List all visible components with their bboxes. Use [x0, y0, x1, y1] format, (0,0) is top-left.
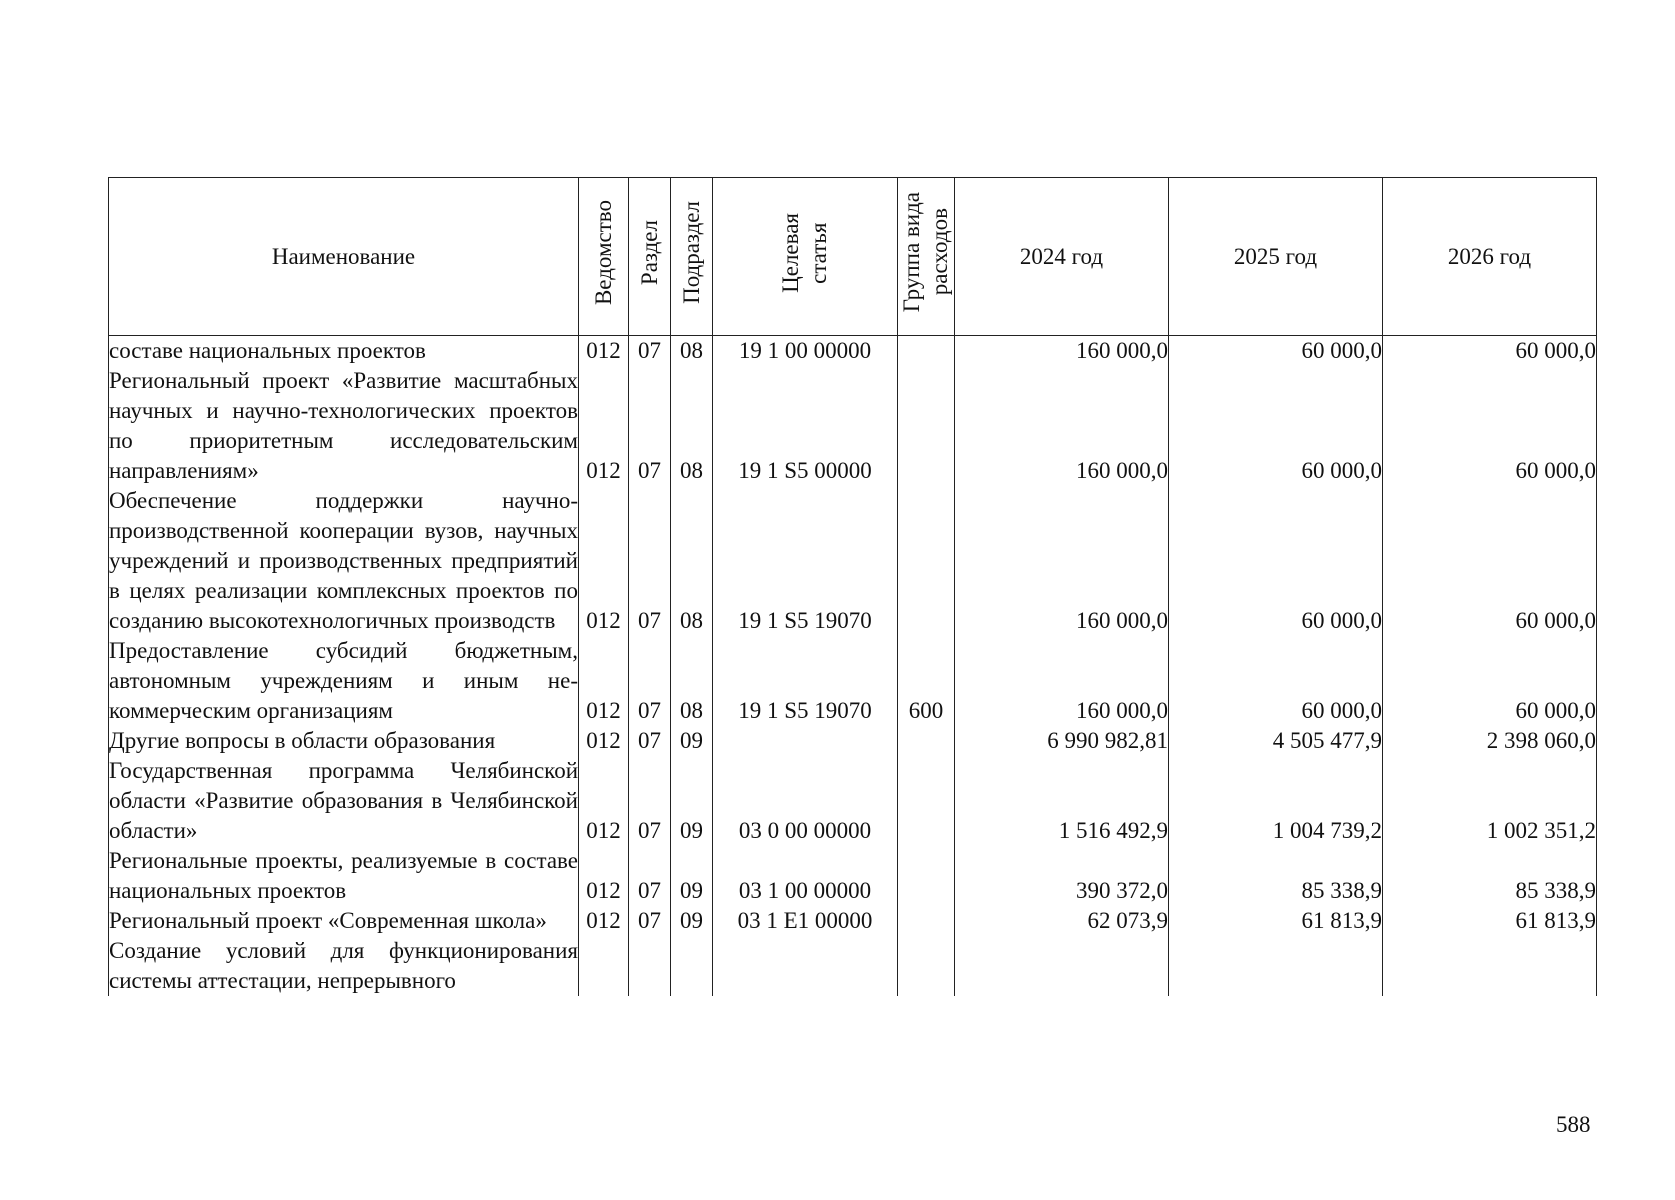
- table-row: [109, 636, 1597, 726]
- row-vedomstvo: 012: [579, 336, 629, 367]
- row-vedomstvo: 012: [579, 366, 629, 486]
- row-podrazdel: 09: [671, 906, 713, 936]
- row-2025: 60 000,0: [1169, 336, 1383, 367]
- row-razdel: 07: [629, 486, 671, 636]
- row-name: Региональный проект «Современная школа»: [109, 906, 579, 936]
- row-vedomstvo: [579, 936, 629, 996]
- header-name: Наименование: [109, 178, 579, 336]
- row-2026: 60 000,0: [1383, 486, 1597, 636]
- header-razdel: Раздел: [629, 178, 671, 336]
- row-celevaya-statya: [713, 936, 898, 996]
- row-celevaya-statya: [713, 726, 898, 756]
- row-gruppa: [898, 906, 955, 936]
- row-vedomstvo: 012: [579, 486, 629, 636]
- row-2024: 1 516 492,9: [955, 756, 1169, 846]
- row-name: составе национальных проектов: [109, 336, 579, 367]
- row-celevaya-statya: 19 1 00 00000: [713, 336, 898, 367]
- page-number: 588: [1556, 1112, 1591, 1137]
- row-2026: 1 002 351,2: [1383, 756, 1597, 846]
- row-razdel: [629, 936, 671, 996]
- row-vedomstvo: 012: [579, 726, 629, 756]
- row-celevaya-statya: 03 1 00 00000: [713, 846, 898, 906]
- row-2024: 160 000,0: [955, 336, 1169, 367]
- row-2026: [1383, 936, 1597, 996]
- row-2025: 60 000,0: [1169, 366, 1383, 486]
- row-2024: 160 000,0: [955, 636, 1169, 726]
- table-row: [109, 726, 1597, 756]
- row-name: Региональные проекты, реализуемые в составе национальных проектов: [109, 846, 579, 906]
- table-row: [109, 756, 1597, 846]
- row-podrazdel: [671, 936, 713, 996]
- row-podrazdel: 08: [671, 336, 713, 367]
- row-2026: 60 000,0: [1383, 636, 1597, 726]
- table-body: [109, 336, 1597, 997]
- table-row: [109, 906, 1597, 936]
- header-gruppa-vida-rashodov: Группа вида расходов: [898, 178, 955, 336]
- row-celevaya-statya: 19 1 S5 19070: [713, 636, 898, 726]
- row-2026: 2 398 060,0: [1383, 726, 1597, 756]
- row-name: Другие вопросы в области образования: [109, 726, 579, 756]
- row-2025: 60 000,0: [1169, 486, 1383, 636]
- row-razdel: 07: [629, 636, 671, 726]
- row-celevaya-statya: 19 1 S5 00000: [713, 366, 898, 486]
- row-podrazdel: 08: [671, 486, 713, 636]
- header-year-2026: 2026 год: [1383, 178, 1597, 336]
- row-2025: 60 000,0: [1169, 636, 1383, 726]
- row-gruppa: [898, 756, 955, 846]
- row-2026: 85 338,9: [1383, 846, 1597, 906]
- row-2024: 62 073,9: [955, 906, 1169, 936]
- row-gruppa: [898, 366, 955, 486]
- row-2026: 61 813,9: [1383, 906, 1597, 936]
- row-gruppa: [898, 726, 955, 756]
- row-razdel: 07: [629, 726, 671, 756]
- row-2025: [1169, 936, 1383, 996]
- table-row: [109, 936, 1597, 996]
- header-podrazdel: Подраздел: [671, 178, 713, 336]
- row-2025: 4 505 477,9: [1169, 726, 1383, 756]
- row-celevaya-statya: 03 0 00 00000: [713, 756, 898, 846]
- row-vedomstvo: 012: [579, 906, 629, 936]
- row-name: Предоставление субсидий бюджетным, автономным учреждениям и иным некоммерческим организациям: [109, 636, 579, 726]
- table-row: [109, 486, 1597, 636]
- row-razdel: 07: [629, 906, 671, 936]
- row-2024: [955, 936, 1169, 996]
- row-razdel: 07: [629, 366, 671, 486]
- row-podrazdel: 09: [671, 756, 713, 846]
- row-podrazdel: 08: [671, 366, 713, 486]
- table-row: [109, 336, 1597, 367]
- table-header: [109, 178, 1597, 336]
- row-2024: 160 000,0: [955, 366, 1169, 486]
- row-vedomstvo: 012: [579, 846, 629, 906]
- row-razdel: 07: [629, 336, 671, 367]
- row-2025: 61 813,9: [1169, 906, 1383, 936]
- row-name: Создание условий для функционирования системы аттестации, непрерывного: [109, 936, 579, 996]
- row-2024: 160 000,0: [955, 486, 1169, 636]
- row-gruppa: [898, 336, 955, 367]
- row-celevaya-statya: 19 1 S5 19070: [713, 486, 898, 636]
- row-podrazdel: 08: [671, 636, 713, 726]
- budget-table-page: [108, 177, 1596, 996]
- row-razdel: 07: [629, 846, 671, 906]
- header-celevaya-statya: Целевая статья: [713, 178, 898, 336]
- row-2026: 60 000,0: [1383, 366, 1597, 486]
- budget-table: [108, 177, 1597, 996]
- row-2026: 60 000,0: [1383, 336, 1597, 367]
- row-podrazdel: 09: [671, 846, 713, 906]
- row-2025: 85 338,9: [1169, 846, 1383, 906]
- table-row: [109, 846, 1597, 906]
- row-name: Региональный проект «Развитие масштабных научных и научно-технологических проектов по приоритетным исследовательским направлениям»: [109, 366, 579, 486]
- row-2024: 6 990 982,81: [955, 726, 1169, 756]
- row-razdel: 07: [629, 756, 671, 846]
- row-gruppa: [898, 486, 955, 636]
- row-name: Обеспечение поддержки научно-производственной кооперации вузов, научных учреждений и производственных предприятий в целях реализации комплексных проектов по созданию высокотехнологичных производств: [109, 486, 579, 636]
- table-row: [109, 366, 1597, 486]
- row-podrazdel: 09: [671, 726, 713, 756]
- row-gruppa: 600: [898, 636, 955, 726]
- row-2024: 390 372,0: [955, 846, 1169, 906]
- row-2025: 1 004 739,2: [1169, 756, 1383, 846]
- row-name: Государственная программа Челябинской области «Развитие образования в Челябинской области»: [109, 756, 579, 846]
- row-vedomstvo: 012: [579, 636, 629, 726]
- header-year-2025: 2025 год: [1169, 178, 1383, 336]
- row-vedomstvo: 012: [579, 756, 629, 846]
- header-vedomstvo: Ведомство: [579, 178, 629, 336]
- row-gruppa: [898, 936, 955, 996]
- row-gruppa: [898, 846, 955, 906]
- row-celevaya-statya: 03 1 E1 00000: [713, 906, 898, 936]
- header-year-2024: 2024 год: [955, 178, 1169, 336]
